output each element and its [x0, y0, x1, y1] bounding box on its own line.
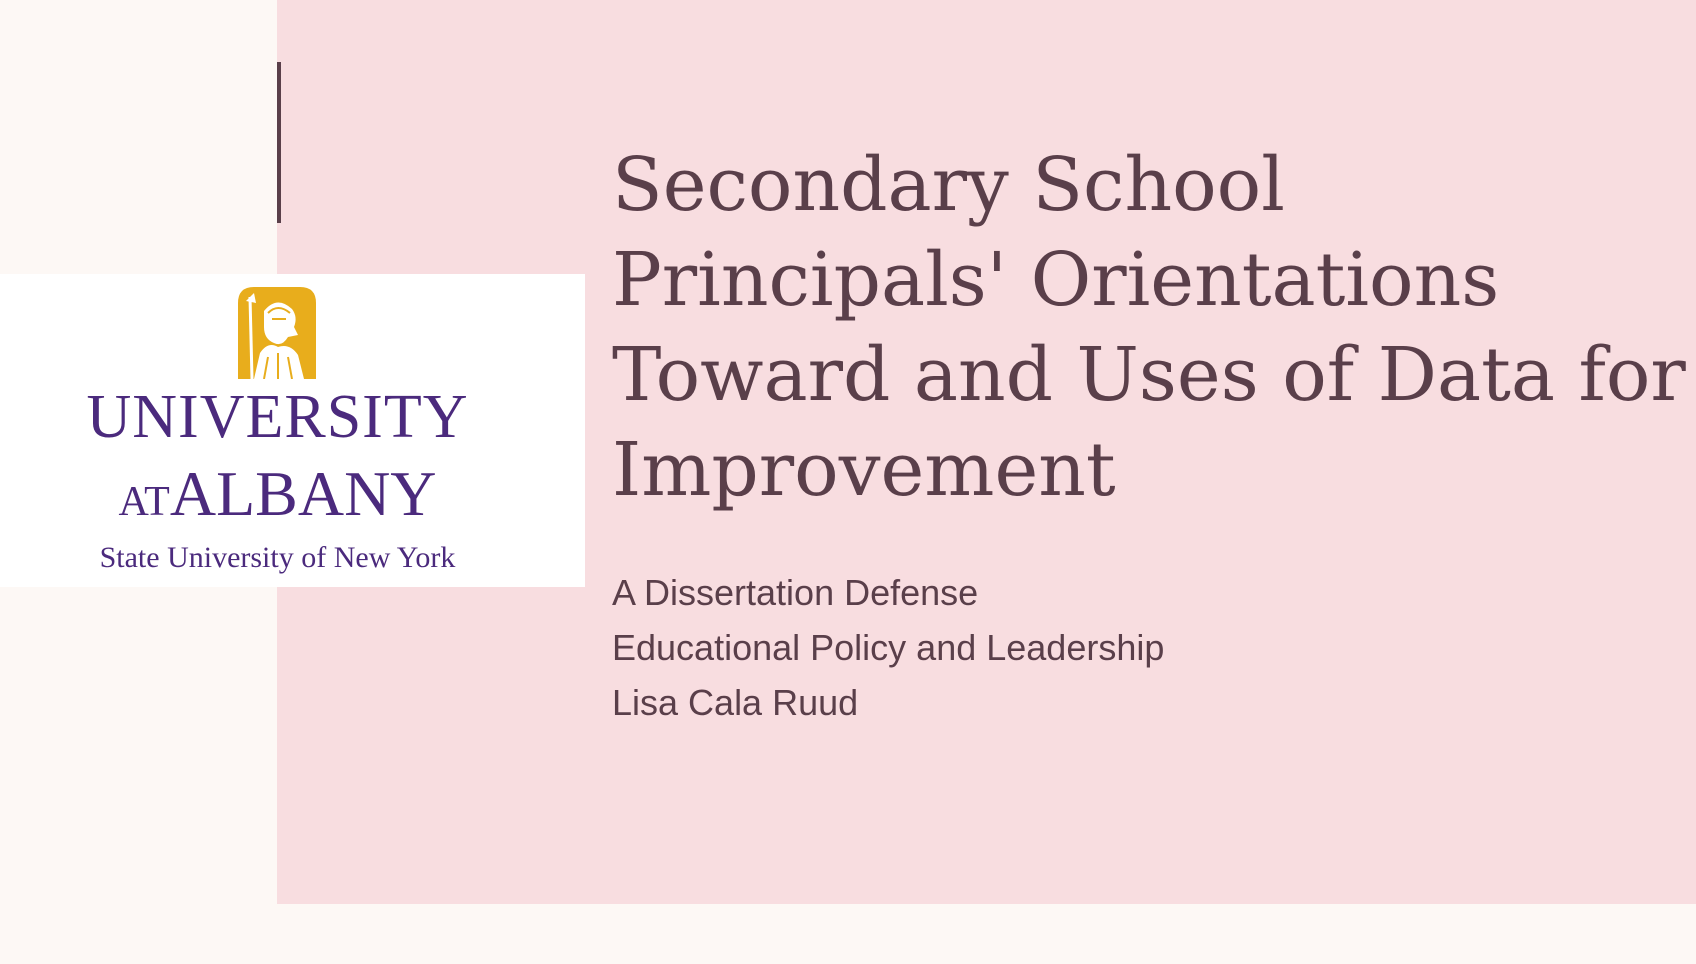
- logo-suny-text: State University of New York: [99, 541, 456, 574]
- slide-subtitle: [612, 565, 1612, 730]
- minerva-emblem-icon: [234, 283, 320, 379]
- accent-line: [277, 62, 281, 223]
- subtitle-line-defense: A Dissertation Defense: [612, 572, 979, 613]
- logo-at-text: AT: [118, 479, 170, 525]
- logo-university-text: UNIVERSITY: [86, 383, 469, 451]
- logo-albany-text: [0, 458, 555, 543]
- subtitle-line-program: Educational Policy and Leadership: [612, 627, 1165, 668]
- logo-albany-word: ALBANY: [169, 458, 437, 529]
- subtitle-line-author: Lisa Cala Ruud: [612, 682, 859, 723]
- slide-title: Secondary School Principals' Orientations Toward and Uses of Data for Improvement: [612, 142, 1686, 513]
